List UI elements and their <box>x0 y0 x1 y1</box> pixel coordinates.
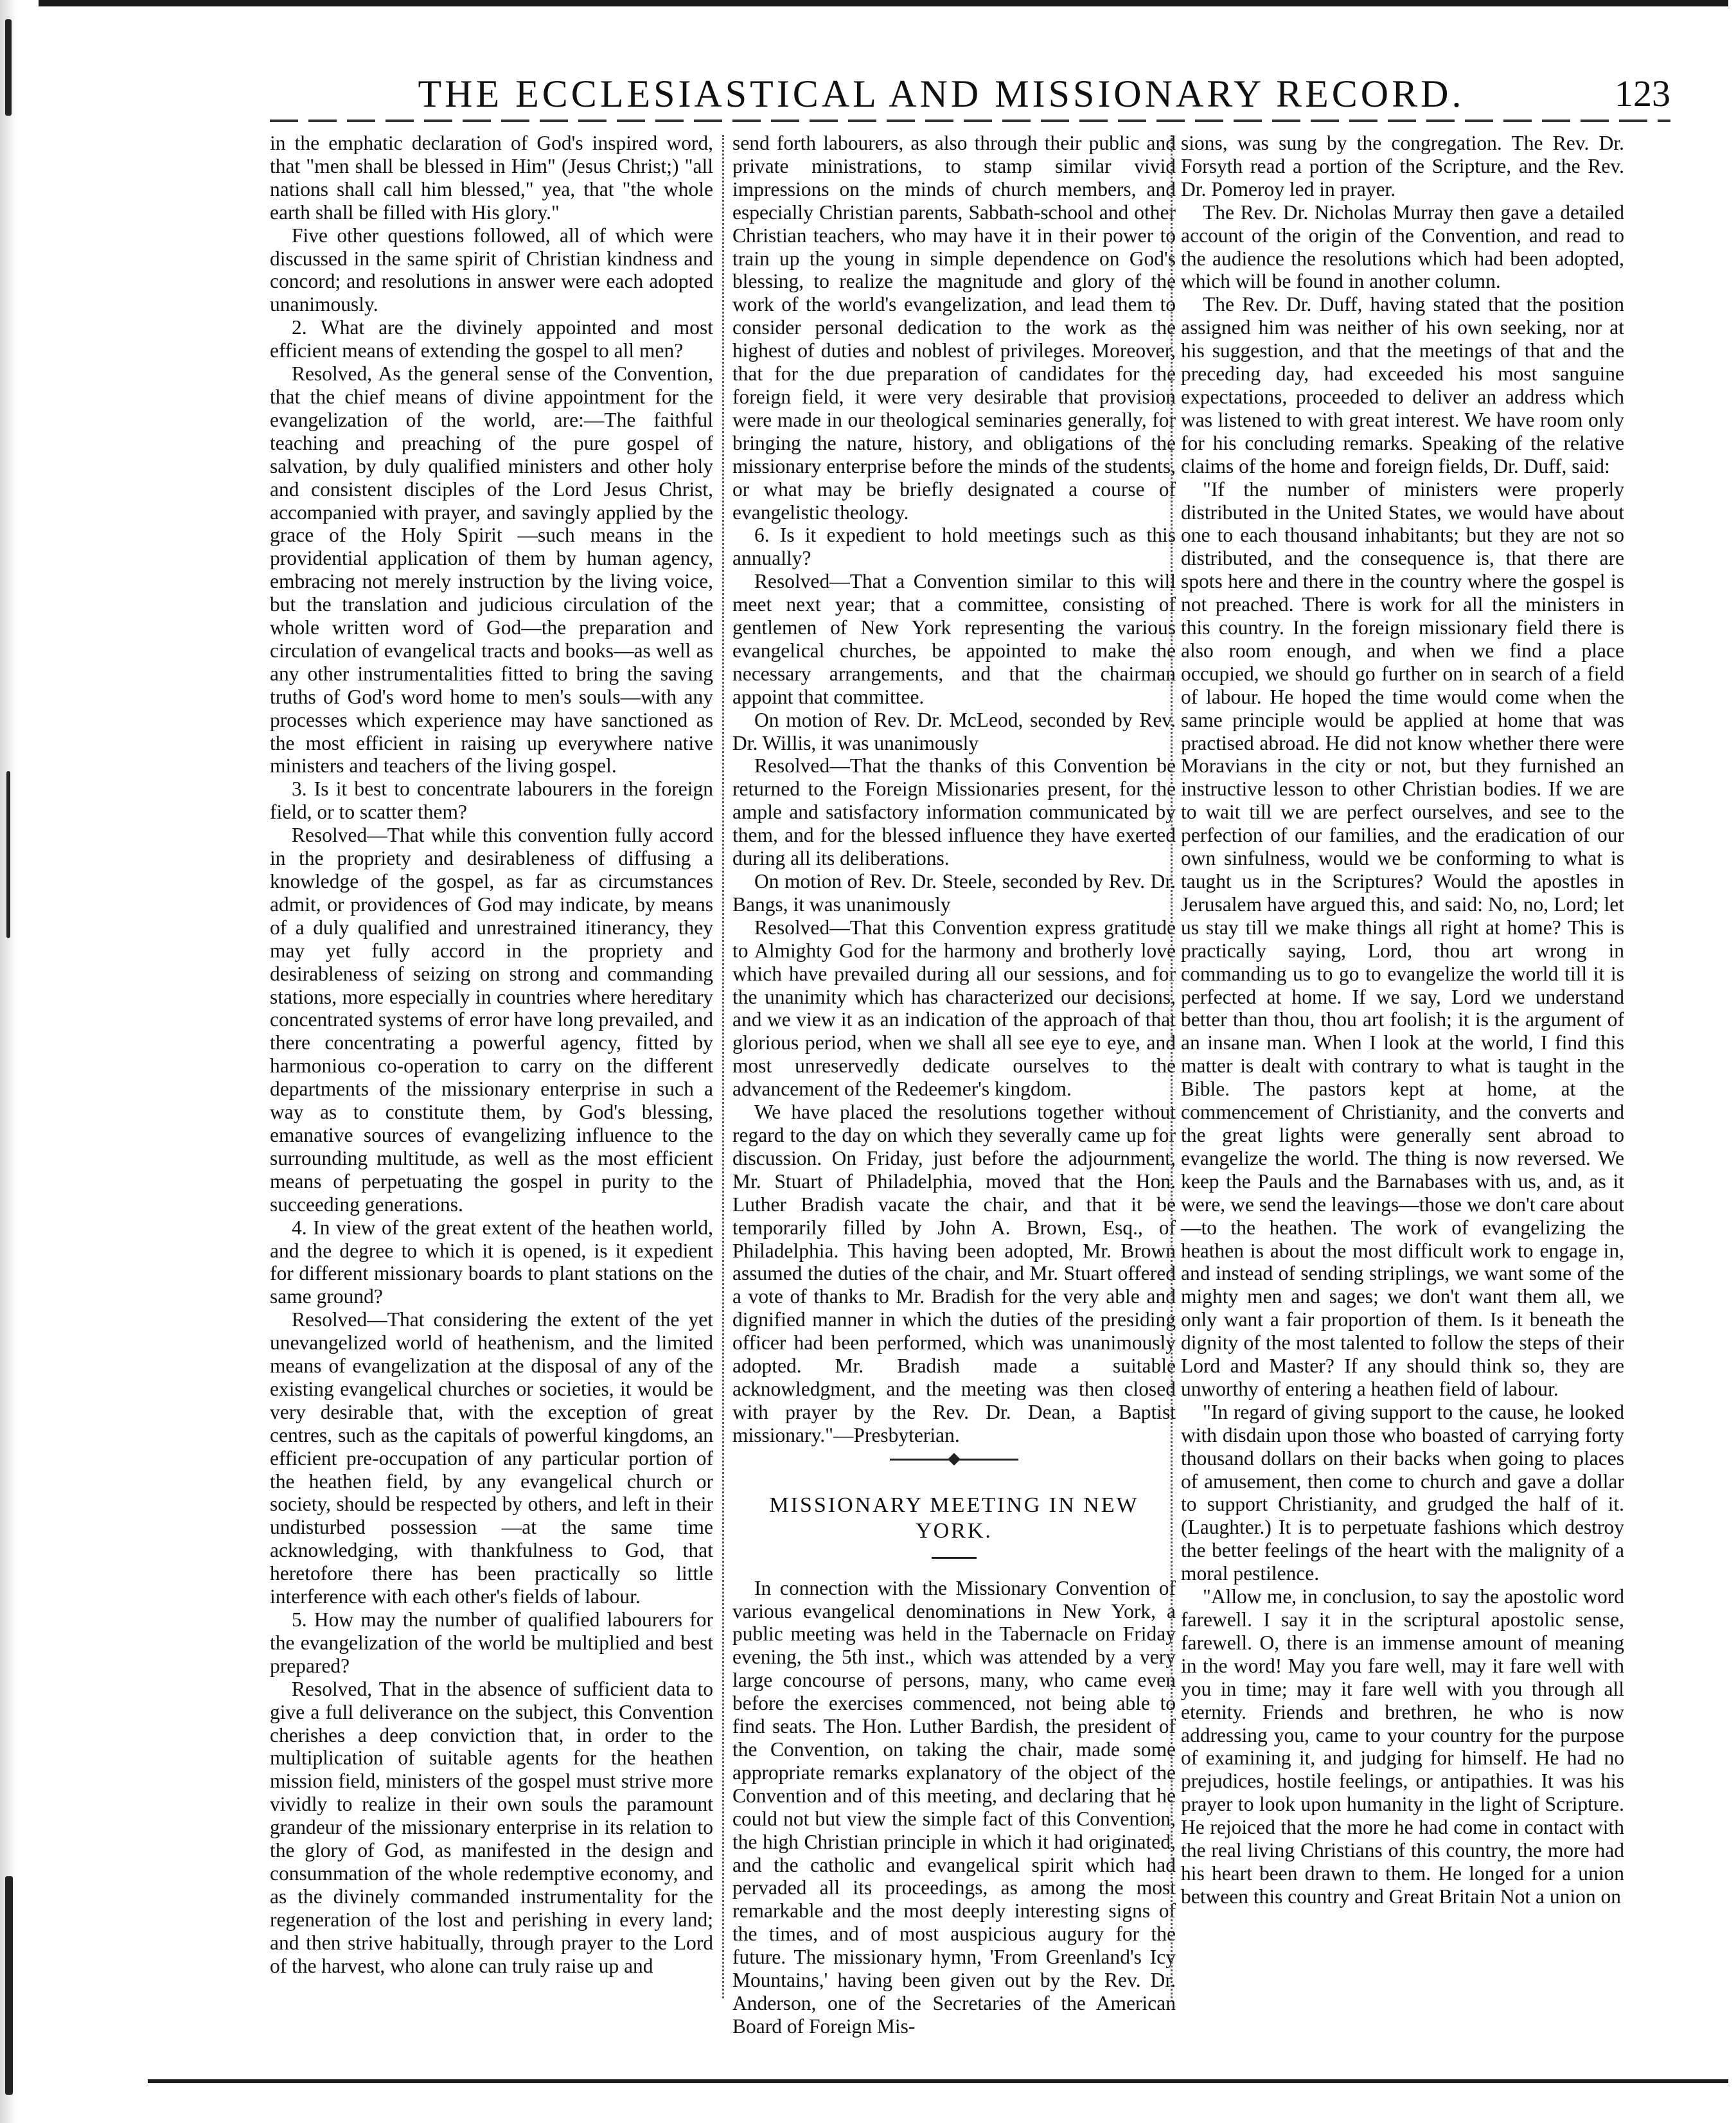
column-3 <box>1181 132 1624 2008</box>
paragraph: The Rev. Dr. Duff, having stated that the position assigned him was neither of his own seeking, nor at his suggestion, and that the meetings of that and the preceding day, had exceeded his most sanguine expectations, proceeded to deliver an address which was listened to with great interest. We have room only for his concluding remarks. Speaking of the relative claims of the home and foreign fields, Dr. Duff, said: <box>1181 293 1624 477</box>
bottom-border-rule <box>148 2079 1728 2083</box>
column-divider <box>722 135 724 1998</box>
question: 6. Is it expedient to hold meetings such as this annually? <box>732 524 1176 570</box>
section-divider <box>890 1459 1018 1461</box>
scan-edge <box>0 0 17 2123</box>
question: 2. What are the divinely appointed and most efficient means of extending the gospel to all men? <box>270 316 713 362</box>
quotation: "Allow me, in conclusion, to say the apostolic word farewell. I say it in the scriptural apostolic sense, farewell. O, there is an immense amount of meaning in the word! May you fare well, may it fare well with you in time; may it fare well with you through all eternity. Friends and brethren, he who is now addressing you, came to your country for the purpose of examining it, and judging for himself. He had no prejudices, hostile feelings, or antipathies. It was his prayer to look upon humanity in the light of Scripture. He rejoiced that the more he had come in contact with the real living Christians of this country, the more had his heart been drawn to them. He longed for a union between this country and Great Britain Not a union on <box>1181 1585 1624 1908</box>
paragraph: On motion of Rev. Dr. Steele, seconded by Rev. Dr. Bangs, it was unanimously <box>732 870 1176 916</box>
title-rule <box>932 1557 977 1559</box>
paragraph: Five other questions followed, all of which were discussed in the same spirit of Christian kindness and concord; and resolutions in answer were each adopted unanimously. <box>270 224 713 316</box>
question: 3. Is it best to concentrate labourers in the foreign field, or to scatter them? <box>270 777 713 824</box>
paragraph: The Rev. Dr. Nicholas Murray then gave a detailed account of the origin of the Convention, and read to the audience the resolutions which had been adopted, which will be found in another column. <box>1181 200 1624 293</box>
resolution: Resolved—That considering the extent of the yet unevangelized world of heathenism, and the limited means of evangelization at the disposal of any of the existing evangelical churches or societies, it would be very desirable that, with the exception of great centres, such as the capitals of powerful kingdoms, an efficient pre-occupation of any particular portion of the heathen field, by any evangelical church or society, should be respected by others, and left in their undisturbed possession —at the same time acknowledging, with thankfulness to God, that heretofore there has been practically so little interference with each other's fields of labour. <box>270 1308 713 1608</box>
article-title: MISSIONARY MEETING IN NEW YORK. <box>769 1493 1139 1543</box>
resolution: Resolved—That the thanks of this Convention be returned to the Foreign Missionaries present, for the ample and satisfactory information communicated by them, and for the blessed influence they have exerted during all its deliberations. <box>732 754 1176 870</box>
page-number: 123 <box>1615 73 1670 114</box>
header-rule <box>270 120 1670 122</box>
paragraph: On motion of Rev. Dr. McLeod, seconded by Rev. Dr. Willis, it was unanimously <box>732 708 1176 754</box>
page-header <box>212 64 1670 122</box>
running-title: THE ECCLESIASTICAL AND MISSIONARY RECORD. <box>418 73 1465 115</box>
paragraph: We have placed the resolutions together without regard to the day on which they severally came up for discussion. On Friday, just before the adjournment, Mr. Stuart of Philadelphia, moved that the Hon. Luther Bradish vacate the chair, and that it be temporarily filled by John A. Brown, Esq., of Philadelphia. This having been adopted, Mr. Brown assumed the duties of the chair, and Mr. Stuart offered a vote of thanks to Mr. Bradish for the very able and dignified manner in which the duties of the presiding officer had been performed, which was unanimously adopted. Mr. Bradish made a suitable acknowledgment, and the meeting was then closed with prayer by the Rev. Dr. Dean, a Baptist missionary."—Presbyterian. <box>732 1101 1176 1446</box>
resolution: Resolved, As the general sense of the Convention, that the chief means of divine appointment for the evangelization of the world, are:—The faithful teaching and preaching of the pure gospel of salvation, by duly qualified ministers and other holy and consistent disciples of the Lord Jesus Christ, accompanied with prayer, and savingly applied by the grace of the Holy Spirit —such means in the providential application of them by human agency, embracing not merely instruction by the living voice, but the translation and judicious circulation of the whole written word of God—the preparation and circulation of evangelical tracts and books—as well as any other instrumentalities fitted to bring the saving truths of God's word home to men's souls—with any processes which experience may have sanctioned as the most efficient in raising up everywhere native ministers and teachers of the living gospel. <box>270 362 713 777</box>
column-1 <box>270 132 713 2008</box>
resolution: Resolved—That a Convention similar to this will meet next year; that a committee, consisting of gentlemen of New York representing the various evangelical churches, be appointed to make the necessary arrangements, and that the chairman appoint that committee. <box>732 570 1176 708</box>
top-border-rule <box>39 0 1728 6</box>
scan-mark <box>5 1876 13 2095</box>
column-2 <box>732 132 1176 2038</box>
quotation: "In regard of giving support to the cause, he looked with disdain upon those who boasted of carrying forty thousand dollars on their backs when going to places of amusement, then come to church and gave a dollar to support Christianity, and grudged the half of it. (Laughter.) It is to perpetuate fashions which destroy the better feelings of the heart with the malignity of a moral pestilence. <box>1181 1400 1624 1585</box>
paragraph: in the emphatic declaration of God's inspired word, that "men shall be blessed in Him" (Jesus Christ;) "all nations shall call him blessed," yea, that "the whole earth shall be filled with His glory." <box>270 132 713 224</box>
column-divider <box>1171 135 1173 1998</box>
question: 4. In view of the great extent of the heathen world, and the degree to which it is opened, is it expedient for different missionary boards to plant stations on the same ground? <box>270 1216 713 1308</box>
paragraph: send forth labourers, as also through their public and private ministrations, to stamp similar vivid impressions on the minds of church members, and especially Christian parents, Sabbath-school and other Christian teachers, who may have it in their power to train up the young in simple dependence on God's blessing, to realize the magnitude and glory of the work of the world's evangelization, and lead them to consider personal dedication to the work as the highest of duties and noblest of privileges. Moreover, that for the due preparation of candidates for the foreign field, it were very desirable that provision were made in our theological seminaries generally, for bringing the nature, history, and obligations of the missionary enterprise before the minds of the students, or what may be briefly designated a course of evangelistic theology. <box>732 132 1176 524</box>
resolution: Resolved, That in the absence of sufficient data to give a full deliverance on the subject, this Convention cherishes a deep conviction that, in order to the multiplication of suitable agents for the heathen mission field, ministers of the gospel must strive more vividly to realize in their own souls the paramount grandeur of the missionary enterprise in its relation to the glory of God, as manifested in the design and consummation of the whole redemptive economy, and as the divinely commanded instrumentality for the regeneration of the lost and perishing in every land; and then strive habitually, through prayer to the Lord of the harvest, who alone can truly raise up and <box>270 1677 713 1977</box>
quotation: "If the number of ministers were properly distributed in the United States, we would have about one to each thousand inhabitants; but they are not so distributed, and the consequence is, that there are spots here and there in the country where the gospel is not preached. There is work for all the ministers in this country. In the foreign missionary field there is also room enough, and when we find a place occupied, we should go further on in search of a field of labour. He hoped the time would come when the same principle would be applied at home that was practised abroad. He did not know whether there were Moravians in the city or not, but they furnished an instructive lesson to other Christian bodies. If we are to wait till we are perfect ourselves, and see to the perfection of our families, and the eradication of our own sinfulness, would we be conforming to what is taught us in the Scriptures? Would the apostles in Jerusalem have argued this, and said: No, no, Lord; let us stay till we make things all right at home? This is practically saying, Lord, thou art wrong in commanding us to go to evangelize the world till it is perfected at home. If we say, Lord we understand better than thou, thou art foolish; it is the argument of an insane man. When I look at the world, I find this matter is dealt with contrary to what is taught in the Bible. The pastors kept at home, at the commencement of Christianity, and the converts and the great lights were generally sent abroad to evangelize the world. The thing is now reversed. We keep the Pauls and the Barnabases with us, and, as it were, we send the leavings—those we don't care about—to the heathen. The work of evangelizing the heathen is about the most difficult work to engage in, and instead of sending striplings, we want some of the mighty men and sages; we don't want them all, we only want a fair proportion of them. Is it beneath the dignity of the most talented to follow the steps of their Lord and Master? If any should think so, they are unworthy of entering a heathen field of labour. <box>1181 477 1624 1400</box>
question: 5. How may the number of qualified labourers for the evangelization of the world be multiplied and best prepared? <box>270 1608 713 1677</box>
resolution: Resolved—That this Convention express gratitude to Almighty God for the harmony and brotherly love which have prevailed during all our sessions, and for the unanimity which has characterized our decisions, and we view it as an indication of the approach of that glorious period, when we shall all see eye to eye, and most unreservedly dedicate ourselves to the advancement of the Redeemer's kingdom. <box>732 916 1176 1101</box>
paragraph: In connection with the Missionary Convention of various evangelical denominations in New York, a public meeting was held in the Tabernacle on Friday evening, the 5th inst., which was attended by a very large concourse of persons, many, who came even before the exercises commenced, not being able to find seats. The Hon. Luther Bardish, the president of the Convention, on taking the chair, made some appropriate remarks explanatory of the object of the Convention and of this meeting, and declaring that he could not but view the simple fact of this Convention, the high Christian principle in which it had originated, and the catholic and evangelical spirit which had pervaded all its proceedings, as among the most remarkable and the most deeply interesting signs of the times, and of most auspicious augury for the future. The missionary hymn, 'From Greenland's Icy Mountains,' having been given out by the Rev. Dr. Anderson, one of the Secretaries of the American Board of Foreign Mis- <box>732 1576 1176 2038</box>
resolution: Resolved—That while this convention fully accord in the propriety and desirableness of diffusing a knowledge of the gospel, as far as circumstances admit, or providences of God may indicate, by means of a duly qualified and unrestrained itinerancy, they may yet fully accord in the propriety and desirableness of seizing on strong and commanding stations, more especially in countries where hereditary concentrated systems of error have long prevailed, and there concentrating a powerful agency, fitted by harmonious co-operation to carry on the different departments of the missionary enterprise in such a way as to constitute them, by God's blessing, emanative sources of evangelizing influence to the surrounding multitude, as well as the most efficient means of perpetuating the gospel in purity to the succeeding generations. <box>270 824 713 1216</box>
scan-mark <box>6 771 10 938</box>
scan-mark <box>5 19 12 116</box>
paragraph: sions, was sung by the congregation. The Rev. Dr. Forsyth read a portion of the Scripture, and the Rev. Dr. Pomeroy led in prayer. <box>1181 132 1624 200</box>
